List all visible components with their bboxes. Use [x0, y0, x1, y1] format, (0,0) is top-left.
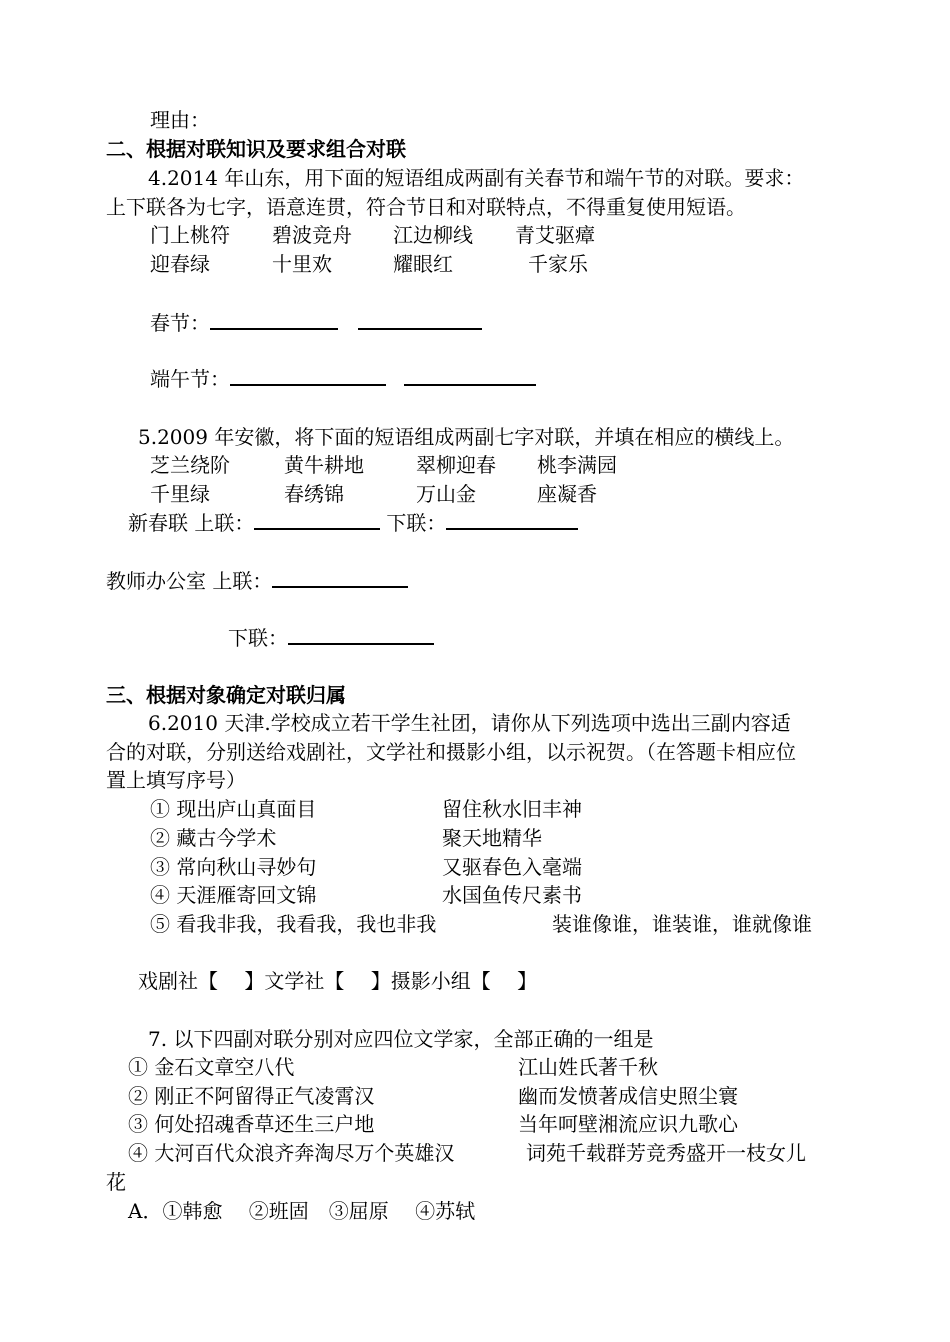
dragon-boat-label: 端午节：: [150, 367, 230, 391]
dragon-boat-line: [150, 366, 536, 392]
spring-festival-line: [150, 310, 482, 336]
q4-phrase: 千家乐: [528, 252, 588, 276]
answer-blank[interactable]: [446, 510, 578, 530]
q6-option-right: 水国鱼传尺素书: [442, 883, 582, 907]
q7-option-left: ③ 何处招魂香草还生三户地: [128, 1112, 375, 1136]
q6-option-left: ① 现出庐山真面目: [150, 797, 317, 821]
q7-text: 7. 以下四副对联分别对应四位文学家，全部正确的一组是: [148, 1027, 654, 1051]
q4-phrase: 碧波竞舟: [272, 223, 352, 247]
q6-text-line2: 合的对联，分别送给戏剧社，文学社和摄影小组，以示祝贺。（在答题卡相应位: [106, 740, 796, 764]
newyear-couplet-line: [128, 510, 578, 536]
answer-blank[interactable]: [230, 366, 386, 386]
q6-option-right: 留住秋水旧丰神: [442, 797, 582, 821]
answer-blank[interactable]: [272, 568, 408, 588]
q7-option-left: ④ 大河百代众浪齐奔淘尽万个英雄汉: [128, 1141, 455, 1165]
q7-option-right: 江山姓氏著千秋: [518, 1055, 658, 1079]
answer-blank[interactable]: [358, 310, 482, 330]
q5-phrase: 桃李满园: [537, 453, 617, 477]
q6-option-left: ⑤ 看我非我，我看我，我也非我: [150, 912, 437, 936]
office-lower-line: [228, 625, 434, 651]
q6-text-line3: 置上填写序号）: [106, 768, 246, 792]
answer-blank[interactable]: [210, 310, 338, 330]
q6-option-left: ② 藏古今学术: [150, 826, 277, 850]
q6-option-left: ④ 天涯雁寄回文锦: [150, 883, 317, 907]
q5-phrase: 万山金: [416, 482, 476, 506]
q6-option-right: 聚天地精华: [442, 826, 542, 850]
q4-text-line2: 上下联各为七字，语意连贯，符合节日和对联特点，不得重复使用短语。: [106, 195, 746, 219]
q4-phrase: 门上桃符: [150, 223, 230, 247]
q7-option-right: 词苑千载群芳竞秀盛开一枝女儿: [526, 1141, 806, 1165]
q6-option-left: ③ 常向秋山寻妙句: [150, 855, 317, 879]
answer-blank[interactable]: [404, 366, 536, 386]
q4-phrase: 青艾驱瘴: [515, 223, 595, 247]
q7-wrap-text: 花: [106, 1170, 126, 1194]
reason-label: 理由：: [150, 108, 210, 132]
q6-text-line1: 6.2010 天津.学校成立若干学生社团，请你从下列选项中选出三副内容适: [148, 711, 791, 735]
q6-option-right: 又驱春色入毫端: [442, 855, 582, 879]
office-label: 教师办公室 上联：: [106, 569, 273, 593]
answer-blank[interactable]: [254, 510, 380, 530]
q4-phrase: 江边柳线: [393, 223, 473, 247]
q5-phrase: 黄牛耕地: [284, 453, 364, 477]
answer-blank[interactable]: [288, 625, 434, 645]
q5-phrase: 春绣锦: [284, 482, 344, 506]
section2-heading: 二、根据对联知识及要求组合对联: [106, 137, 406, 161]
q4-phrase: 迎春绿: [150, 252, 210, 276]
lower-label: 下联：: [386, 511, 447, 535]
q4-text-line1: 4.2014 年山东，用下面的短语组成两副有关春节和端午节的对联。要求：: [148, 166, 805, 190]
spring-festival-label: 春节：: [150, 311, 210, 335]
q7-option-left: ② 刚正不阿留得正气凌霄汉: [128, 1084, 375, 1108]
office-couplet-line: [106, 568, 408, 594]
newyear-label: 新春联 上联：: [128, 511, 255, 535]
q7-option-right: 当年呵壁湘流应识九歌心: [518, 1112, 738, 1136]
q7-option-left: ① 金石文章空八代: [128, 1055, 295, 1079]
q4-phrase: 耀眼红: [393, 252, 453, 276]
q5-phrase: 芝兰绕阶: [150, 453, 230, 477]
office-lower-label: 下联：: [228, 626, 288, 650]
q5-phrase: 翠柳迎春: [416, 453, 496, 477]
q5-phrase: 千里绿: [150, 482, 210, 506]
q6-answer-line[interactable]: 戏剧社【 】文学社【 】摄影小组【 】: [138, 969, 538, 993]
q7-option-right: 幽而发愤著成信史照尘寰: [518, 1084, 738, 1108]
q5-text: 5.2009 年安徽，将下面的短语组成两副七字对联，并填在相应的横线上。: [138, 425, 795, 449]
q4-phrase: 十里欢: [272, 252, 332, 276]
section3-heading: 三、根据对象确定对联归属: [106, 683, 346, 707]
q7-choice-a[interactable]: A．①韩愈 ②班固 ③屈原 ④苏轼: [128, 1199, 476, 1223]
q5-phrase: 座凝香: [537, 482, 597, 506]
q6-option-right: 装谁像谁，谁装谁，谁就像谁: [552, 912, 812, 936]
